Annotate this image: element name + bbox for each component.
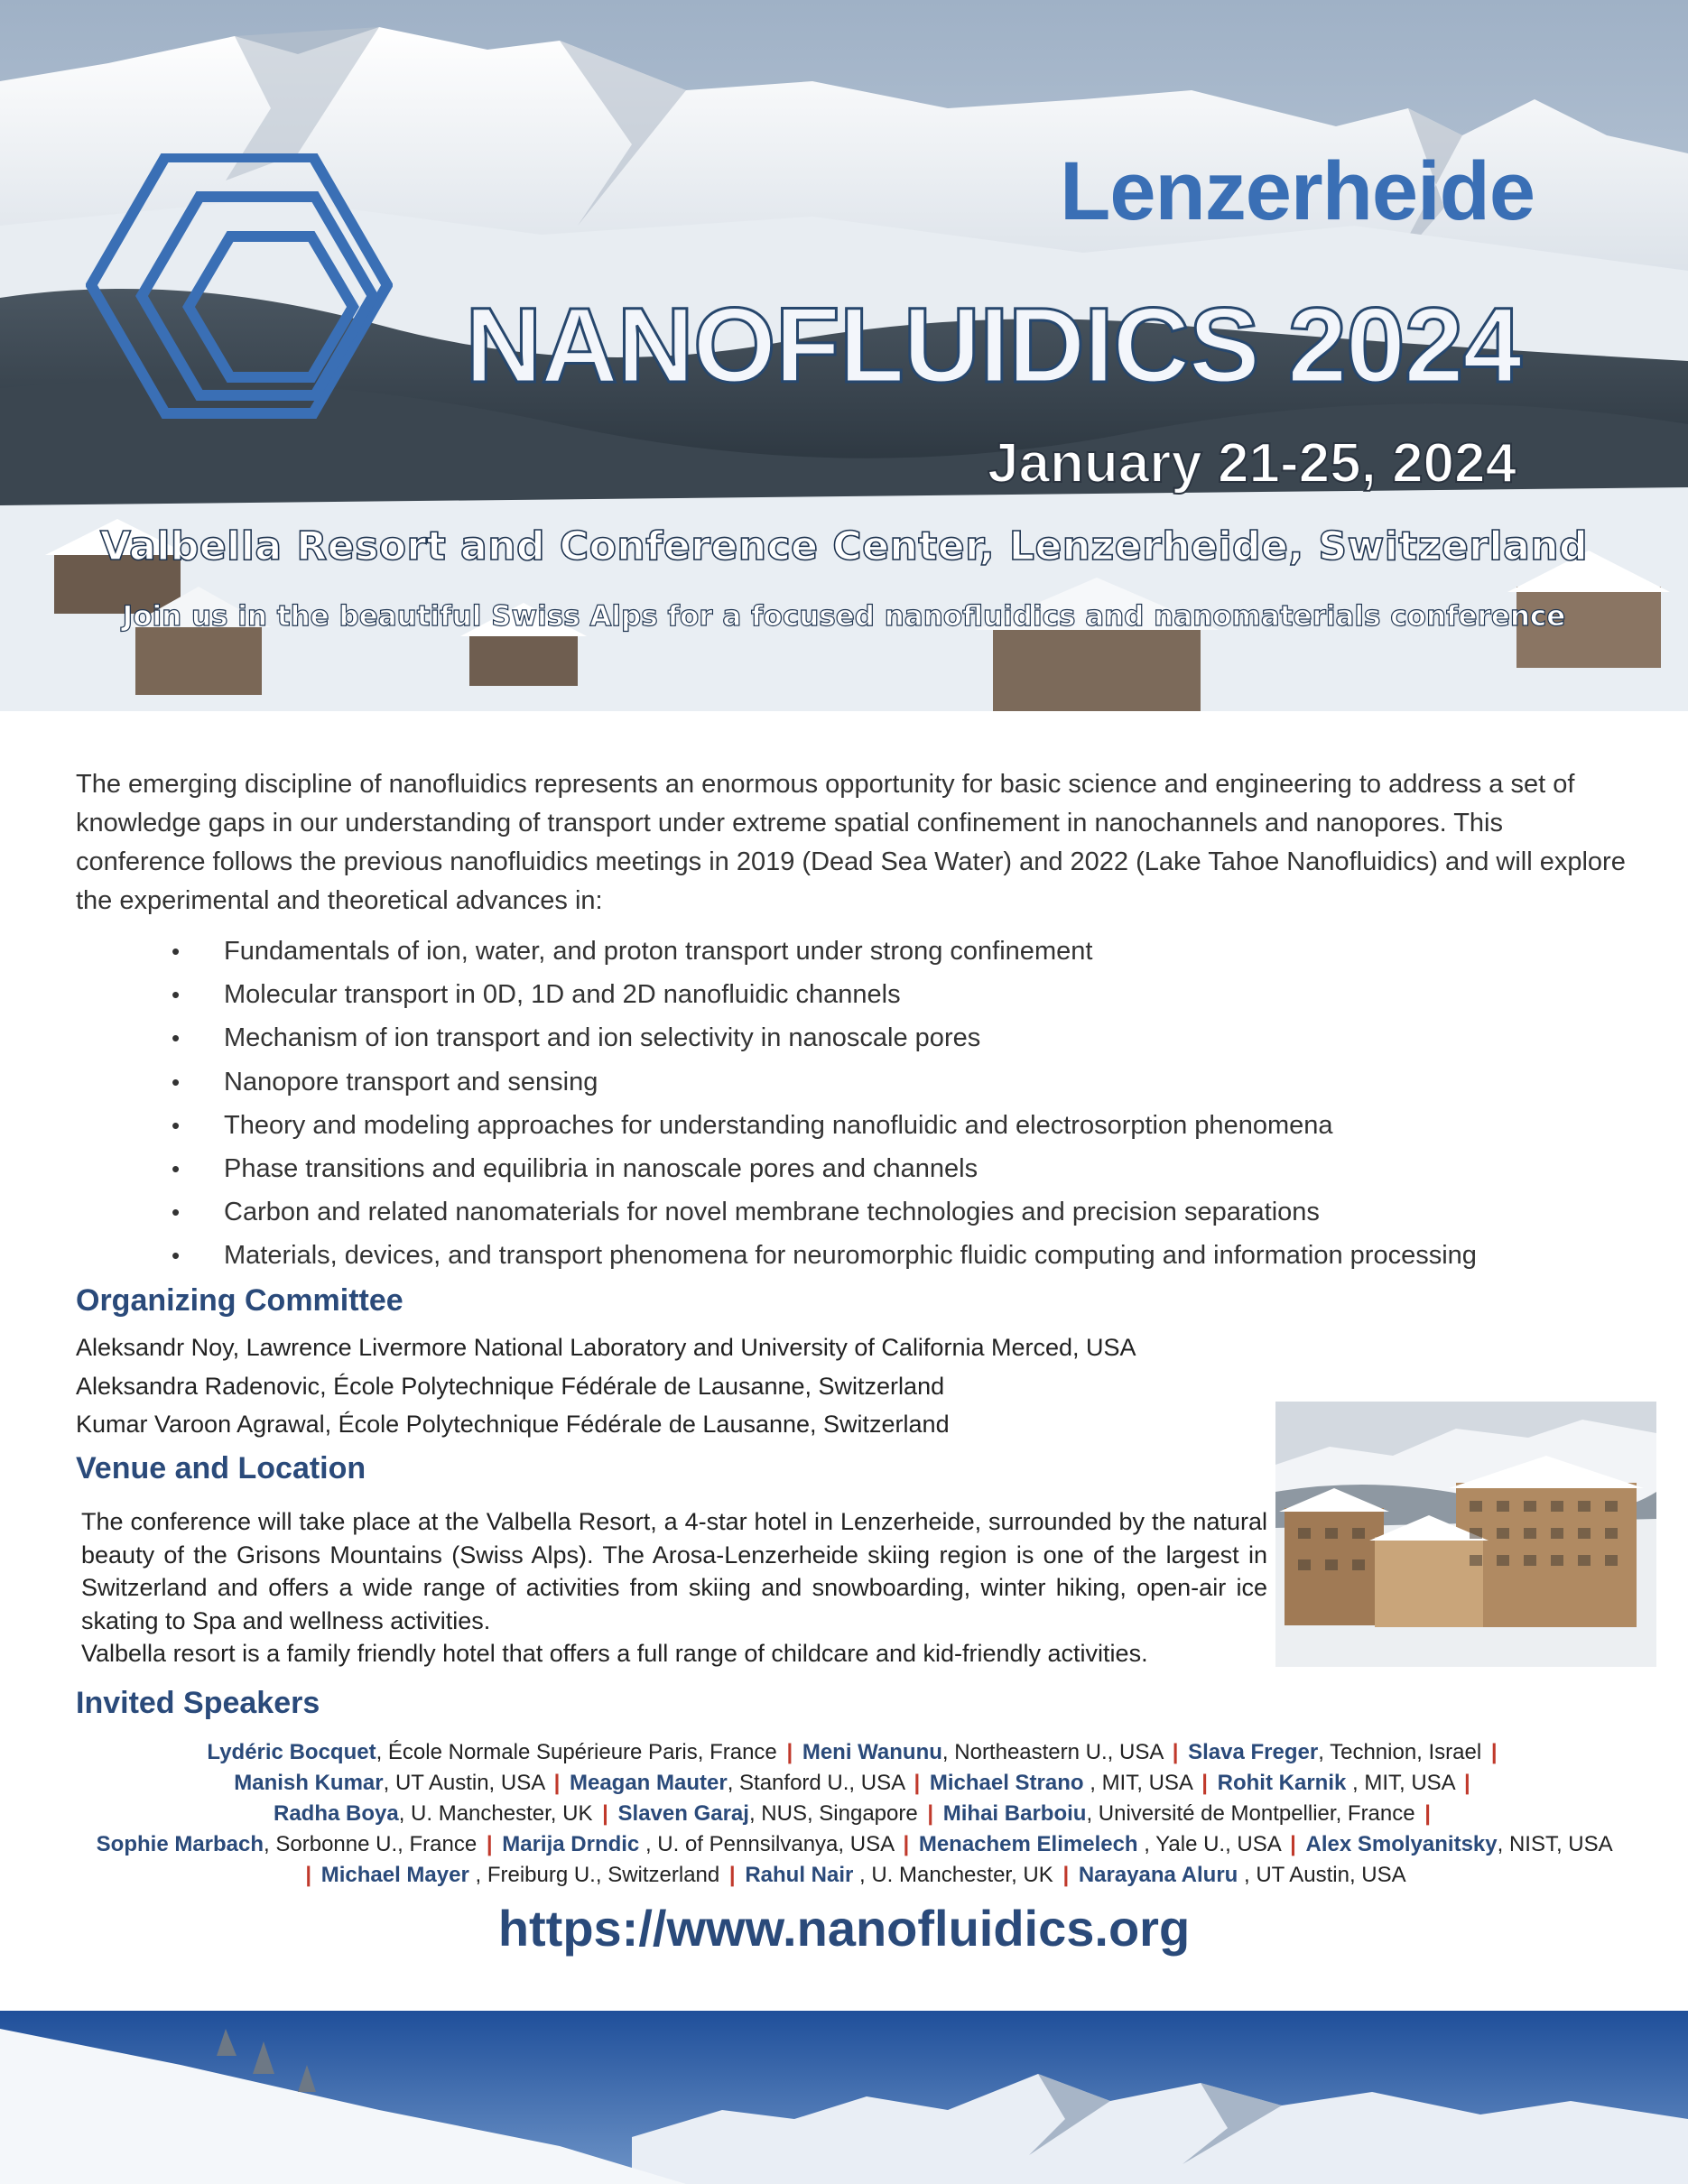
bullet-icon: • — [172, 1024, 181, 1052]
separator: | — [486, 1832, 493, 1856]
bullet-icon: • — [172, 981, 181, 1009]
hero-banner — [0, 0, 1688, 711]
hotel-photo — [1275, 1402, 1656, 1667]
speaker-entry: Radha Boya, U. Manchester, UK — [274, 1801, 593, 1826]
separator: | — [1464, 1771, 1470, 1795]
website-link[interactable]: https://www.nanofluidics.org — [497, 1900, 1191, 1957]
speaker-entry: Rahul Nair , U. Manchester, UK — [745, 1863, 1053, 1887]
hero-subtitle: Lenzerheide — [1060, 145, 1535, 237]
committee-member: Aleksandra Radenovic, École Polytechnique Fédérale de Lausanne, Switzerland — [76, 1372, 945, 1400]
speaker-entry: Alex Smolyanitsky, NIST, USA — [1305, 1832, 1612, 1856]
separator: | — [728, 1863, 736, 1887]
speakers-heading: Invited Speakers — [76, 1686, 320, 1720]
venue-description — [81, 1505, 1267, 1670]
intro-paragraph: The emerging discipline of nanofluidics represents an enormous opportunity for basic science and engineering to address a set of knowledge gaps in our understanding of transport under extreme spatial confinement in nanochannels and nanopores. This conference follows the previous nanofluidics meetings in 2019 (Dead Sea Water) and 2022 (Lake Tahoe Nanofluidics) and will explore the experimental and theoretical advances in: — [76, 770, 1626, 915]
speaker-entry: Marija Drndic , U. of Pennsilvanya, USA — [502, 1832, 894, 1856]
speaker-entry: Lydéric Bocquet, École Normale Supérieure Paris, France — [207, 1740, 777, 1764]
speaker-entry: Narayana Aluru , UT Austin, USA — [1078, 1863, 1406, 1887]
list-item: • Fundamentals of ion, water, and proton transport under strong confinement — [172, 930, 1652, 973]
list-item: • Carbon and related nanomaterials for novel membrane technologies and precision separations — [172, 1190, 1652, 1234]
separator: | — [786, 1740, 793, 1764]
footer-mountain-photo — [0, 2011, 1688, 2184]
bullet-icon: • — [172, 1068, 181, 1096]
committee-member: Aleksandr Noy, Lawrence Livermore National Laboratory and University of California Merced, USA — [76, 1334, 1136, 1361]
separator: | — [1290, 1832, 1296, 1856]
separator: | — [1062, 1863, 1070, 1887]
list-item: • Mechanism of ion transport and ion selectivity in nanoscale pores — [172, 1016, 1652, 1060]
separator: | — [1201, 1771, 1208, 1795]
hexagon-logo-icon — [86, 153, 393, 424]
bullet-icon: • — [172, 1155, 181, 1183]
hero-tagline: Join us in the beautiful Swiss Alps for a focused nanofluidics and nanomaterials conference — [122, 600, 1566, 633]
list-item: • Nanopore transport and sensing — [172, 1060, 1652, 1104]
venue-paragraph: The conference will take place at the Valbella Resort, a 4-star hotel in Lenzerheide, surrounded by the natural beauty of the Grisons Mountains (Swiss Alps). The Arosa-Lenzerheide skiing region is one of the largest in Switzerland and offers a wide range of activities from skiing and snowboarding, winter hiking, open-air ice skating to Spa and wellness activities. — [81, 1508, 1267, 1634]
speaker-entry: Michael Mayer , Freiburg U., Switzerland — [320, 1863, 720, 1887]
bullet-icon: • — [172, 1242, 181, 1270]
venue-paragraph: Valbella resort is a family friendly hotel that offers a full range of childcare and kid-friendly activities. — [81, 1640, 1148, 1667]
speaker-entry: Slaven Garaj, NUS, Singapore — [617, 1801, 918, 1826]
list-item: • Molecular transport in 0D, 1D and 2D nanofluidic channels — [172, 973, 1652, 1016]
list-item: • Theory and modeling approaches for understanding nanofluidic and electrosorption phenomena — [172, 1104, 1652, 1147]
speaker-entry: Michael Strano , MIT, USA — [929, 1771, 1192, 1795]
separator: | — [1424, 1801, 1431, 1826]
speaker-entry: Meni Wanunu, Northeastern U., USA — [802, 1740, 1164, 1764]
committee-list — [76, 1328, 1303, 1444]
topics-list — [172, 930, 1652, 1278]
speaker-entry: Rohit Karnik , MIT, USA — [1217, 1771, 1455, 1795]
list-item: • Materials, devices, and transport phenomena for neuromorphic fluidic computing and information processing — [172, 1234, 1652, 1277]
speakers-list — [87, 1737, 1621, 1891]
separator: | — [553, 1771, 561, 1795]
separator: | — [927, 1801, 934, 1826]
speaker-entry: Menachem Elimelech , Yale U., USA — [918, 1832, 1281, 1856]
hero-dates: January 21-25, 2024 — [988, 432, 1516, 495]
speaker-entry: Manish Kumar, UT Austin, USA — [234, 1771, 544, 1795]
separator: | — [305, 1863, 312, 1887]
hero-title: NANOFLUIDICS 2024 — [465, 286, 1521, 405]
committee-heading: Organizing Committee — [76, 1283, 403, 1318]
speaker-entry: Slava Freger, Technion, Israel — [1188, 1740, 1482, 1764]
list-item: • Phase transitions and equilibria in nanoscale pores and channels — [172, 1147, 1652, 1190]
venue-heading: Venue and Location — [76, 1451, 366, 1485]
separator: | — [903, 1832, 910, 1856]
hero-venue: Valbella Resort and Conference Center, Lenzerheide, Switzerland — [99, 523, 1589, 569]
bullet-icon: • — [172, 938, 181, 965]
speaker-entry: Sophie Marbach, Sorbonne U., France — [96, 1832, 478, 1856]
bullet-icon: • — [172, 1198, 181, 1226]
separator: | — [914, 1771, 921, 1795]
separator: | — [1172, 1740, 1179, 1764]
speaker-entry: Meagan Mauter, Stanford U., USA — [569, 1771, 904, 1795]
committee-member: Kumar Varoon Agrawal, École Polytechnique Fédérale de Lausanne, Switzerland — [76, 1411, 950, 1438]
bullet-icon: • — [172, 1111, 181, 1139]
speaker-entry: Mihai Barboiu, Université de Montpellier, France — [942, 1801, 1415, 1826]
separator: | — [602, 1801, 608, 1826]
separator: | — [1490, 1740, 1498, 1764]
